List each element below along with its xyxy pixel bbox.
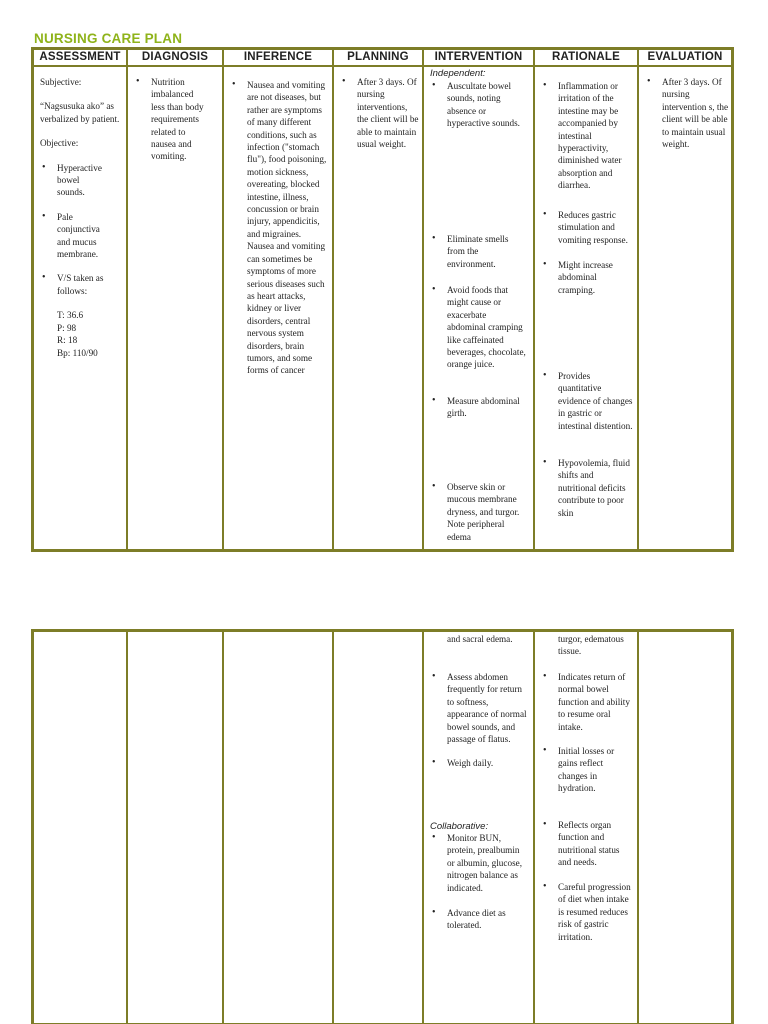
header-diagnosis: DIAGNOSIS <box>127 49 223 66</box>
assessment-cell <box>33 66 127 550</box>
rationale-item: • Initial losses or gains reflect changes in hydration. <box>541 745 633 795</box>
vital-pulse: P: 98 <box>57 322 77 333</box>
collab-item: • Monitor BUN, protein, prealbumin or albumin, glucose, nitrogen balance as indicated. <box>430 832 527 894</box>
planning-text: • After 3 days. Of nursing interventions, the client will be able to maintain usual weight. <box>340 76 420 150</box>
rationale-continued: turgor, edematous tissue. <box>558 634 624 657</box>
evaluation-text: • After 3 days. Of nursing intervention s, the client will be able to maintain usual weight. <box>645 76 729 150</box>
intervention-item: • Auscultate bowel sounds, noting absence or hyperactive sounds. <box>430 80 527 130</box>
intervention-item: • Avoid foods that might cause or exacerbate abdominal cramping like caffeinated beverages, chocolate, orange juice. <box>430 284 527 371</box>
assessment-bullet <box>40 272 108 358</box>
vital-temp: T: 36.6 <box>57 310 84 321</box>
independent-label: Independent: <box>430 68 486 79</box>
intervention-cell <box>423 631 534 1024</box>
header-inference: INFERENCE <box>223 49 333 66</box>
vital-resp: R: 18 <box>57 335 78 346</box>
header-intervention: INTERVENTION <box>423 49 534 66</box>
rationale-item: • Reduces gastric stimulation and vomiting response. <box>541 209 633 246</box>
diagnosis-cell <box>127 66 223 550</box>
intervention-item: • Weigh daily. <box>430 757 527 769</box>
care-plan-table-page-2 <box>31 629 734 1024</box>
rationale-item: • Might increase abdominal cramping. <box>541 259 633 296</box>
rationale-item: • Indicates return of normal bowel function and ability to resume oral intake. <box>541 671 633 733</box>
evaluation-cell <box>638 631 732 1024</box>
inference-text: • Nausea and vomiting are not diseases, but rather are symptoms of many different conditions, such as infection ("stomach flu"), food poisoning, motion sickness, overeating, blocked intestine, illness, concussion or brain injury, appendicitis, and migraines. Nausea and vomiting can sometimes be symptoms of more serious diseases such as heart attacks, kidney or liver disorders, central nervous system disorders, brain tumors, and some forms of cancer <box>230 79 330 377</box>
care-plan-table-page-1 <box>31 47 734 552</box>
diagnosis-text: • Nutrition imbalanced less than body requirements related to nausea and vomiting. <box>134 76 208 163</box>
subjective-label: Subjective: <box>40 77 82 87</box>
rationale-item: • Hypovolemia, fluid shifts and nutritional deficits contribute to poor skin <box>541 457 633 519</box>
content-row <box>33 66 732 550</box>
header-row <box>33 49 732 66</box>
rationale-item: • Reflects organ function and nutritional status and needs. <box>541 819 633 869</box>
rationale-cell <box>534 66 638 550</box>
collab-item: • Advance diet as tolerated. <box>430 907 527 932</box>
vital-bp: Bp: 110/90 <box>57 347 98 358</box>
rationale-item: • Inflammation or irritation of the intestine may be accompanied by intestinal hyperactivity, diminished water absorption and diarrhea. <box>541 80 633 192</box>
planning-cell <box>333 66 423 550</box>
header-assessment: ASSESSMENT <box>33 49 127 66</box>
assessment-cell <box>33 631 127 1024</box>
subjective-quote: “Nagsusuka ako” as verbalized by patient. <box>40 101 120 124</box>
content-row <box>33 631 732 1024</box>
page-title: NURSING CARE PLAN <box>34 31 183 46</box>
rationale-item: • Careful progression of diet when intake is resumed reduces risk of gastric irritation. <box>541 881 633 943</box>
header-rationale: RATIONALE <box>534 49 638 66</box>
intervention-item: • Eliminate smells from the environment. <box>430 233 527 270</box>
diagnosis-cell <box>127 631 223 1024</box>
intervention-continued: and sacral edema. <box>447 634 513 644</box>
assessment-bullet: • Hyperactive bowel sounds. <box>40 162 108 199</box>
inference-cell <box>223 631 333 1024</box>
intervention-item: • Measure abdominal girth. <box>430 395 527 420</box>
rationale-cell <box>534 631 638 1024</box>
evaluation-cell <box>638 66 732 550</box>
vs-label: V/S taken as follows: <box>57 273 104 296</box>
intervention-item: • Assess abdomen frequently for return to softness, appearance of normal bowel sounds, and passage of flatus. <box>430 671 527 745</box>
planning-cell <box>333 631 423 1024</box>
header-planning: PLANNING <box>333 49 423 66</box>
assessment-bullet: • Pale conjunctiva and mucus membrane. <box>40 211 108 261</box>
objective-label: Objective: <box>40 138 79 149</box>
intervention-item: • Observe skin or mucous membrane dryness, and turgor. Note peripheral edema <box>430 481 527 543</box>
rationale-item: • Provides quantitative evidence of changes in gastric or intestinal distention. <box>541 370 633 432</box>
header-evaluation: EVALUATION <box>638 49 732 66</box>
collaborative-label: Collaborative: <box>430 821 489 832</box>
intervention-cell <box>423 66 534 550</box>
inference-cell <box>223 66 333 550</box>
